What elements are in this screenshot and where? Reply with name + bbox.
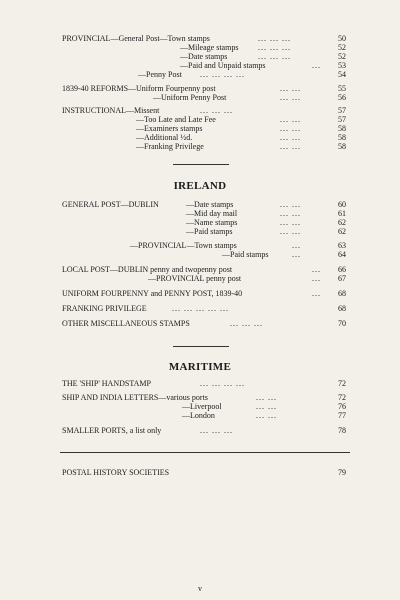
entry-text: —Name stamps [186,218,238,227]
leader-dots: ... ... [256,402,277,411]
page-number: 55 [338,84,346,93]
leader-dots: ... ... ... [258,34,291,43]
entry-text: —PROVINCIAL—Town stamps [130,241,237,250]
leader-dots: ... ... [280,142,301,151]
leader-dots: ... ... [280,124,301,133]
page-number: 52 [338,43,346,52]
entry-text: FRANKING PRIVILEGE [62,304,147,313]
toc-entry [0,250,400,260]
page-number: 58 [338,142,346,151]
page-number: 57 [338,106,346,115]
page-number: 68 [338,289,346,298]
leader-dots: ... ... [280,227,301,236]
toc-entry [0,70,400,80]
toc-entry [0,93,400,103]
page-number: 70 [338,319,346,328]
entry-text: —Paid stamps [186,227,233,236]
leader-dots: ... ... ... ... [200,70,245,79]
entry-text: —Date stamps [180,52,228,61]
toc-entry [0,468,400,478]
page-number: 78 [338,426,346,435]
toc-entry [0,426,400,436]
leader-dots: ... ... [256,411,277,420]
page-number: 64 [338,250,346,259]
leader-dots: ... ... [280,209,301,218]
toc-entry [0,304,400,314]
entry-text: 1839-40 REFORMS—Uniform Fourpenny post [62,84,216,93]
entry-text: —Penny Post [138,70,182,79]
page-folio: v [198,584,202,593]
page-number: 58 [338,133,346,142]
section-divider [173,164,229,165]
page-number: 52 [338,52,346,61]
leader-dots: ... [312,61,321,70]
entry-text: —Paid stamps [222,250,269,259]
entry-text: —Examiners stamps [136,124,203,133]
page-number: 62 [338,227,346,236]
toc-entry [0,379,400,389]
toc-entry [0,289,400,299]
entry-text: —PROVINCIAL penny post [148,274,242,283]
page-number: 54 [338,70,346,79]
page-number: 77 [338,411,346,420]
leader-dots: ... ... ... [200,426,233,435]
leader-dots: ... ... ... [200,106,233,115]
entry-text: —Additional ½d. [136,133,193,142]
leader-dots: ... [292,241,301,250]
section-heading-ireland: IRELAND [173,180,227,192]
page-number: 66 [338,265,346,274]
leader-dots: ... ... [280,115,301,124]
leader-dots: ... ... ... [258,52,291,61]
entry-text: THE 'SHIP' HANDSTAMP [62,379,151,388]
leader-dots: ... ... ... [230,319,263,328]
page-number: 79 [338,468,346,477]
page-number: 53 [338,61,346,70]
leader-dots: ... ... [256,393,277,402]
toc-entry [0,274,400,284]
leader-dots: ... ... ... ... [200,379,245,388]
entry-text: —Paid and Unpaid stamps [180,61,266,70]
leader-dots: ... ... ... [258,43,291,52]
toc-entry [0,227,400,237]
page-number: 60 [338,200,346,209]
leader-dots: ... ... [280,84,301,93]
entry-text: GENERAL POST—DUBLIN [62,200,159,209]
leader-dots: ... ... [280,218,301,227]
leader-dots: ... ... [280,93,301,102]
page-number: 58 [338,124,346,133]
toc-entry [0,142,400,152]
page-number: 62 [338,218,346,227]
leader-dots: ... ... [280,200,301,209]
entry-text: —Liverpool [182,402,222,411]
entry-text: —London [182,411,215,420]
entry-text: —Date stamps [186,200,234,209]
entry-text: —Mileage stamps [180,43,239,52]
entry-text: SMALLER PORTS, a list only [62,426,162,435]
leader-dots: ... ... [280,133,301,142]
entry-text: POSTAL HISTORY SOCIETIES [62,468,170,477]
section-heading-maritime: MARITIME [168,361,232,373]
leader-dots: ... [292,250,301,259]
toc-entry [0,319,400,329]
page-number: 61 [338,209,346,218]
entry-text: —Too Late and Late Fee [136,115,216,124]
page-number: 63 [338,241,346,250]
leader-dots: ... ... ... ... ... [172,304,229,313]
page-number: 72 [338,393,346,402]
page-number: 67 [338,274,346,283]
page-number: 56 [338,93,346,102]
entry-text: INSTRUCTIONAL—Missent [62,106,160,115]
page-number: 57 [338,115,346,124]
entry-text: OTHER MISCELLANEOUS STAMPS [62,319,190,328]
page-number: 50 [338,34,346,43]
page-number: 76 [338,402,346,411]
toc-entry [0,411,400,421]
entry-text: SHIP AND INDIA LETTERS—various ports [62,393,208,402]
entry-text: LOCAL POST—DUBLIN penny and twopenny post [62,265,233,274]
page-number: 68 [338,304,346,313]
leader-dots: ... [312,289,321,298]
section-divider [60,452,350,453]
section-divider [173,346,229,347]
leader-dots: ... [312,274,321,283]
entry-text: PROVINCIAL—General Post—Town stamps [62,34,210,43]
entry-text: —Mid day mail [186,209,238,218]
page-number: 72 [338,379,346,388]
entry-text: —Franking Privilege [136,142,204,151]
leader-dots: ... [312,265,321,274]
entry-text: UNIFORM FOURPENNY and PENNY POST, 1839-40 [62,289,243,298]
entry-text: —Uniform Penny Post [153,93,227,102]
